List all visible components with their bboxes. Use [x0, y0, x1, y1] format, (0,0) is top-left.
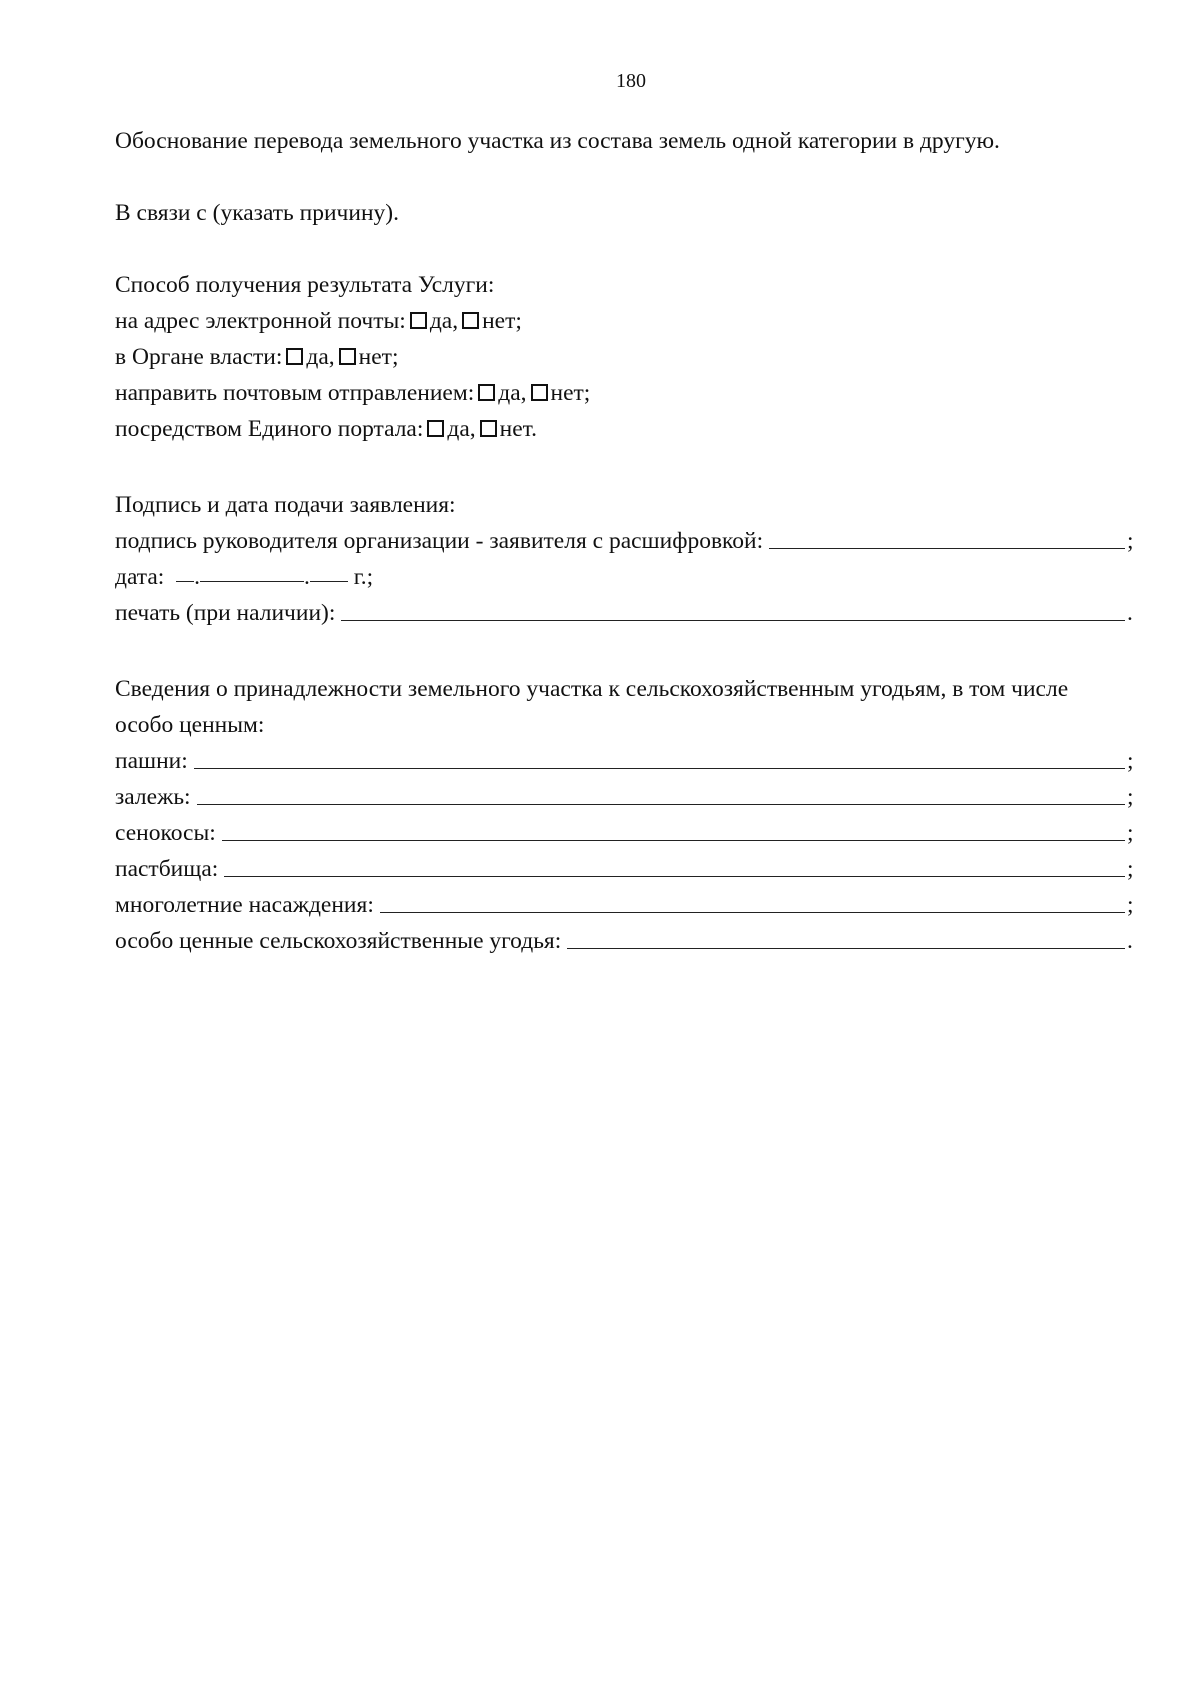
delivery-option-label: в Органе власти:	[115, 344, 283, 370]
land-item-row	[115, 890, 1135, 920]
land-info-title: Сведения о принадлежности земельного участка к сельскохозяйственным угодьям, в том числе	[115, 676, 1069, 702]
line-end: ;	[1127, 784, 1134, 810]
delivery-title: Способ получения результата Услуги:	[115, 272, 495, 298]
land-item-label: пашни:	[115, 748, 188, 774]
yes-checkbox[interactable]	[427, 420, 444, 437]
land-item-row	[115, 818, 1135, 848]
no-checkbox[interactable]	[462, 312, 479, 329]
page-number: 180	[616, 70, 646, 92]
land-item-field[interactable]	[197, 803, 1125, 805]
line-end: ;	[1127, 748, 1134, 774]
no-label: нет;	[550, 380, 591, 406]
yes-checkbox[interactable]	[286, 348, 303, 365]
line-end: ;	[1127, 892, 1134, 918]
no-checkbox[interactable]	[531, 384, 548, 401]
seal-field[interactable]	[341, 619, 1125, 621]
land-item-label: залежь:	[115, 784, 191, 810]
justification-reason: В связи с (указать причину).	[115, 200, 399, 226]
no-label: нет;	[358, 344, 399, 370]
date-row	[115, 562, 373, 592]
date-separator: .	[194, 564, 201, 590]
yes-label: да,	[429, 308, 459, 334]
date-year-field[interactable]	[310, 580, 348, 582]
line-end: ;	[1127, 528, 1134, 554]
head-signature-row	[115, 526, 1135, 556]
land-item-field[interactable]	[224, 875, 1125, 877]
land-item-label: особо ценные сельскохозяйственные угодья:	[115, 928, 562, 954]
no-checkbox[interactable]	[480, 420, 497, 437]
line-end: .	[1127, 600, 1133, 626]
line-end: ;	[1127, 820, 1134, 846]
land-info-title-continued: особо ценным:	[115, 712, 265, 738]
no-checkbox[interactable]	[339, 348, 356, 365]
justification-heading: Обоснование перевода земельного участка из состава земель одной категории в другую.	[115, 128, 1000, 154]
yes-label: да,	[306, 344, 335, 370]
land-item-label: многолетние насаждения:	[115, 892, 374, 918]
head-signature-label: подпись руководителя организации - заявителя с расшифровкой:	[115, 528, 764, 554]
delivery-option-label: направить почтовым отправлением:	[115, 380, 475, 406]
land-item-field[interactable]	[194, 767, 1125, 769]
delivery-option-post	[115, 378, 590, 408]
date-day-field[interactable]	[176, 580, 194, 582]
seal-row	[115, 598, 1135, 628]
date-separator: .	[304, 564, 310, 590]
land-item-label: пастбища:	[115, 856, 219, 882]
land-item-row	[115, 854, 1135, 884]
date-label: дата:	[115, 564, 165, 590]
no-label: нет.	[499, 416, 538, 442]
land-item-field[interactable]	[567, 947, 1125, 949]
head-signature-field[interactable]	[769, 547, 1125, 549]
land-item-field[interactable]	[380, 911, 1125, 913]
line-end: .	[1127, 928, 1133, 954]
signature-title: Подпись и дата подачи заявления:	[115, 492, 456, 518]
land-item-row	[115, 782, 1135, 812]
date-month-field[interactable]	[200, 580, 304, 582]
no-label: нет;	[482, 308, 522, 334]
delivery-option-label: на адрес электронной почты:	[115, 308, 406, 334]
land-item-row	[115, 746, 1135, 776]
delivery-option-email	[115, 306, 522, 336]
yes-label: да,	[447, 416, 476, 442]
line-end: ;	[1127, 856, 1134, 882]
land-item-label: сенокосы:	[115, 820, 216, 846]
delivery-option-authority	[115, 342, 398, 372]
land-item-field[interactable]	[222, 839, 1125, 841]
yes-checkbox[interactable]	[410, 312, 427, 329]
date-suffix: г.;	[353, 564, 374, 590]
delivery-option-label: посредством Единого портала:	[115, 416, 424, 442]
seal-label: печать (при наличии):	[115, 600, 336, 626]
yes-label: да,	[498, 380, 527, 406]
delivery-option-portal	[115, 414, 537, 444]
land-item-row	[115, 926, 1135, 956]
yes-checkbox[interactable]	[478, 384, 495, 401]
